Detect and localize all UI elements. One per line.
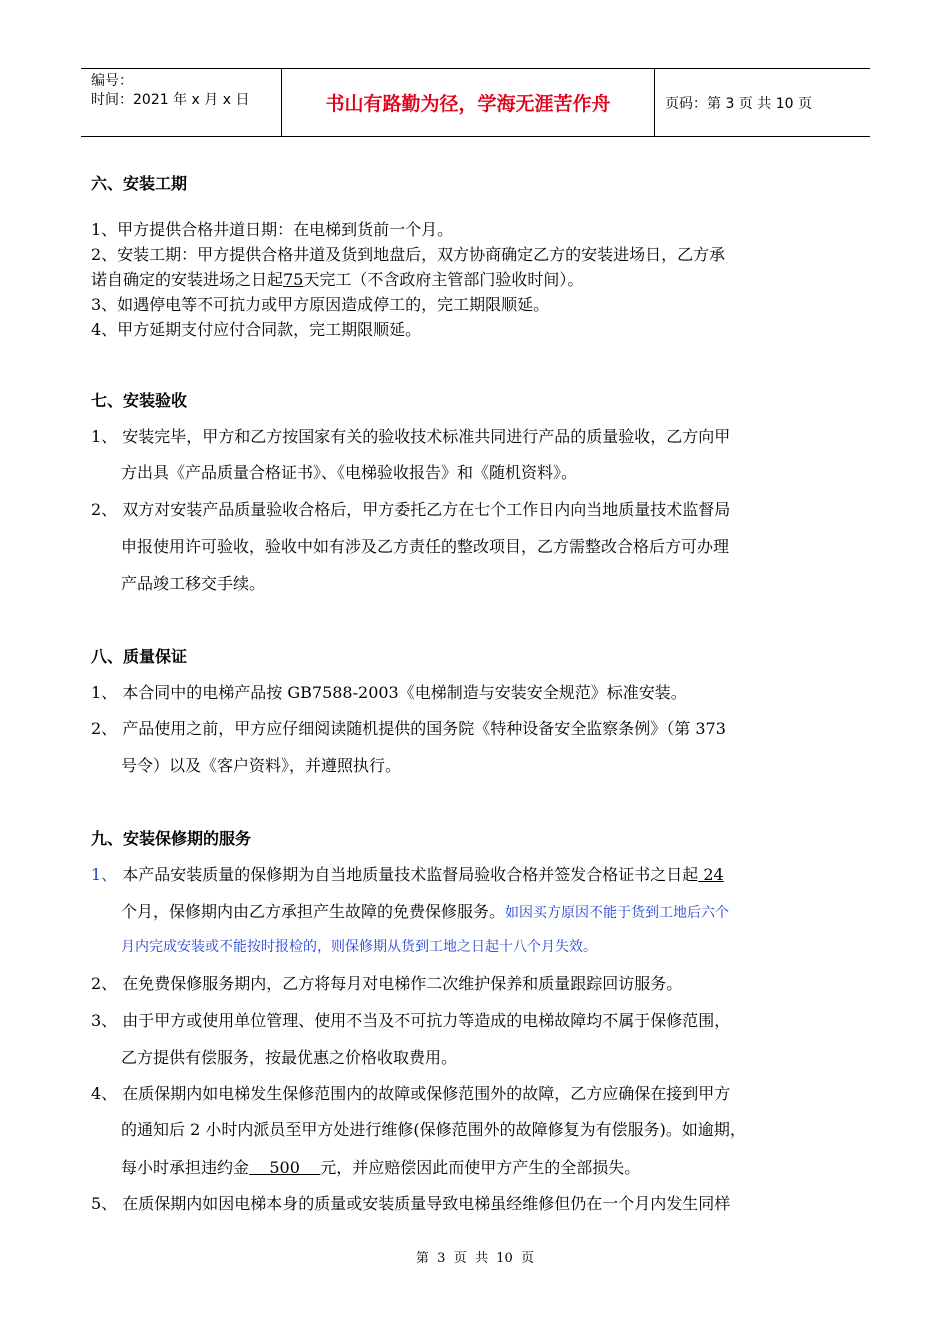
text-run: 诺自确定的安装进场之日起 xyxy=(91,270,284,289)
paragraph-line: 1、 安装完毕，甲方和乙方按国家有关的验收技术标准共同进行产品的质量验收，乙方向甲 xyxy=(91,427,731,446)
list-number: 1、 xyxy=(91,865,118,884)
paragraph-line: 2、 双方对安装产品质量验收合格后，甲方委托乙方在七个工作日内向当地质量技术监督局 xyxy=(91,500,731,519)
paragraph-line xyxy=(121,1155,640,1178)
text-run: 天完工（不含政府主管部门验收时间）。 xyxy=(303,270,584,289)
install-days-value: 75 xyxy=(283,270,304,289)
document-date: 时间：2021 年 x 月 x 日 xyxy=(91,92,250,108)
section-title: 八、质量保证 xyxy=(91,647,188,666)
paragraph-line: 乙方提供有偿服务，按最优惠之价格收取费用。 xyxy=(121,1048,458,1067)
section-title: 七、安装验收 xyxy=(91,391,188,410)
paragraph-line: 2、 在免费保修服务期内，乙方将每月对电梯作二次维护保养和质量跟踪回访服务。 xyxy=(91,974,683,993)
paragraph-line: 1、甲方提供合格井道日期：在电梯到货前一个月。 xyxy=(91,220,454,239)
paragraph-line xyxy=(91,267,583,290)
paragraph-line: 2、 产品使用之前，甲方应仔细阅读随机提供的国务院《特种设备安全监察条例》（第 373 xyxy=(91,719,726,738)
paragraph-line: 4、甲方延期支付应付合同款，完工期限顺延。 xyxy=(91,320,422,339)
blue-note: 月内完成安装或不能按时报检的，则保修期从货到工地之日起十八个月失效。 xyxy=(121,939,597,955)
paragraph-line: 产品竣工移交手续。 xyxy=(121,574,266,593)
header-page-number: 页码：第 3 页 共 10 页 xyxy=(665,95,812,112)
paragraph-line: 1、 本合同中的电梯产品按 GB7588-2003《电梯制造与安装安全规范》标准安装。 xyxy=(91,683,687,702)
header-table xyxy=(81,68,870,137)
paragraph-line: 5、 在质保期内如因电梯本身的质量或安装质量导致电梯虽经维修但仍在一个月内发生同样 xyxy=(91,1194,731,1213)
paragraph-line: 4、 在质保期内如电梯发生保修范围内的故障或保修范围外的故障，乙方应确保在接到甲方 xyxy=(91,1084,731,1103)
penalty-amount-value: 500 xyxy=(249,1158,321,1177)
paragraph-line xyxy=(121,899,729,922)
paragraph-line: 方出具《产品质量合格证书》、《电梯验收报告》和《随机资料》。 xyxy=(121,463,578,482)
text-run: 本产品安装质量的保修期为自当地质量技术监督局验收合格并签发合格证书之日起 xyxy=(117,865,699,884)
paragraph-line xyxy=(91,862,724,885)
section-title: 六、安装工期 xyxy=(91,174,188,193)
header-motto: 书山有路勤为径，学海无涯苦作舟 xyxy=(325,93,611,115)
paragraph-line: 号令）以及《客户资料》，并遵照执行。 xyxy=(121,756,402,775)
blue-note: 如因买方原因不能于货到工地后六个 xyxy=(505,905,730,921)
paragraph-line: 3、如遇停电等不可抗力或甲方原因造成停工的，完工期限顺延。 xyxy=(91,295,550,314)
paragraph-line: 3、 由于甲方或使用单位管理、使用不当及不可抗力等造成的电梯故障均不属于保修范围， xyxy=(91,1011,731,1030)
header-info-cell xyxy=(81,69,281,136)
paragraph-line: 2、安装工期：甲方提供合格井道及货到地盘后，双方协商确定乙方的安装进场日，乙方承 xyxy=(91,245,726,264)
paragraph-line: 申报使用许可验收，验收中如有涉及乙方责任的整改项目，乙方需整改合格后方可办理 xyxy=(121,537,730,556)
page-footer: 第 3 页 共 10 页 xyxy=(415,1251,535,1266)
text-run: 个月，保修期内由乙方承担产生故障的免费保修服务。 xyxy=(121,902,506,921)
text-run: 每小时承担违约金 xyxy=(121,1158,250,1177)
section-title: 九、安装保修期的服务 xyxy=(91,829,252,848)
paragraph-line: 的通知后 2 小时内派员至甲方处进行维修(保修范围外的故障修复为有偿服务)。如逾期， xyxy=(121,1120,746,1139)
text-run: 元，并应赔偿因此而使甲方产生的全部损失。 xyxy=(320,1158,641,1177)
warranty-months-value: 24 xyxy=(698,865,724,884)
document-number-label: 编号： xyxy=(91,73,133,89)
